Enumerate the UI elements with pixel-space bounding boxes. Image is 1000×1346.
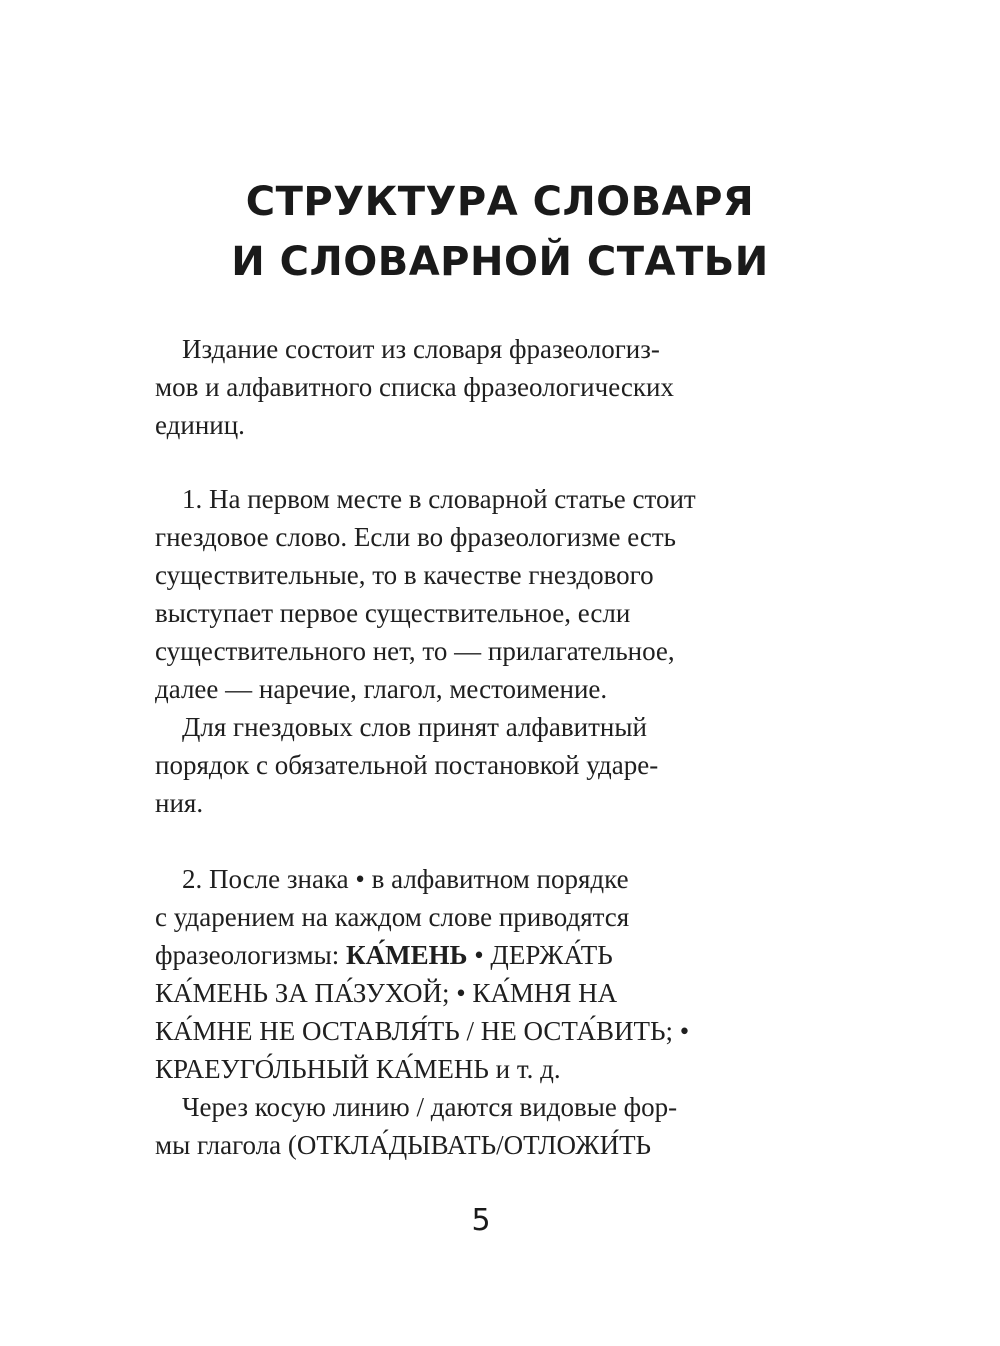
section-1 [155,480,855,822]
text-line: 1. На первом месте в словарной статье стоит [182,484,696,514]
text-line: мов и алфавитного списка фразеологических [155,372,674,402]
text-line: КА́МНЕ НЕ ОСТАВЛЯ́ТЬ / НЕ ОСТА́ВИТЬ; • [155,1016,690,1046]
text-line: единиц. [155,410,245,440]
intro-paragraph [155,330,855,444]
text-line: Через косую линию / даются видовые фор- [182,1092,678,1122]
title-line-2: И СЛОВАРНОЙ СТАТЬИ [231,239,769,285]
text-line: 2. После знака • в алфавитном порядке [182,864,629,894]
text-line: КРАЕУГО́ЛЬНЫЙ КА́МЕНЬ и т. д. [155,1054,561,1084]
page-title [0,172,1000,292]
title-line-1: СТРУКТУРА СЛОВАРЯ [245,179,755,225]
headword-kamen: КА́МЕНЬ [346,940,468,970]
text-line: ния. [155,788,204,818]
text-line: с ударением на каждом слове приводятся [155,902,630,932]
text-line: Для гнездовых слов принят алфавитный [182,712,647,742]
text-line: существительного нет, то — прилагательное, [155,636,675,666]
text-fragment: фразеологизмы: [155,940,347,970]
text-line: выступает первое существительное, если [155,598,631,628]
text-fragment: • ДЕРЖА́ТЬ [467,940,613,970]
text-line: существительные, то в качестве гнездового [155,560,654,590]
page-number: 5 [471,1203,491,1238]
text-line: Издание состоит из словаря фразеологиз- [182,334,660,364]
text-line: мы глагола (ОТКЛА́ДЫВАТЬ/ОТЛОЖИ́ТЬ [155,1130,652,1160]
text-line [155,936,855,974]
text-line: далее — наречие, глагол, местоимение. [155,674,608,704]
section-2 [155,860,855,1164]
text-line: порядок с обязательной постановкой ударе- [155,750,659,780]
text-line: КА́МЕНЬ ЗА ПА́ЗУХОЙ; • КА́МНЯ НА [155,978,618,1008]
text-line: гнездовое слово. Если во фразеологизме есть [155,522,676,552]
